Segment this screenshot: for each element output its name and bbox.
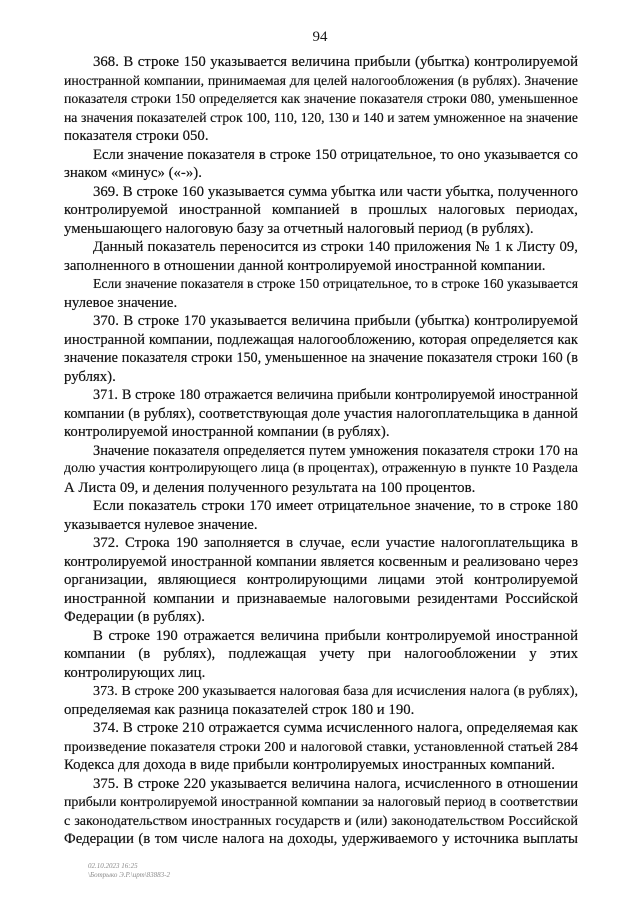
text-line: Кодекса для дохода в виде прибыли контролируемых иностранных компаний.	[64, 757, 555, 773]
text-line: 371. В строке 180 отражается величина прибыли контролируемой иностранной	[93, 387, 578, 403]
text-line: произведение показателя строки 200 и налоговой ставки, установленной статьей 284	[64, 738, 578, 755]
text-line: 370. В строке 170 указывается величина прибыли (убытка) контролируемой	[93, 313, 578, 329]
text-line: на значения показателей строк 100, 110, 120, 130 и 140 и затем умноженное на значение	[64, 109, 578, 125]
text-line: А Листа 09, и деления полученного результата на 100 процентов.	[64, 479, 476, 496]
text-line: рублях).	[64, 368, 116, 385]
text-line: прибыли контролируемой иностранной компании за налоговый период в соответствии	[64, 794, 578, 809]
paragraph-373	[64, 682, 578, 719]
text-line: иностранной компании и признаваемые налоговыми резидентами Российской	[64, 590, 578, 607]
paragraph-369	[64, 183, 578, 239]
text-line: 375. В строке 220 указывается величина налога, исчисленного в отношении	[93, 775, 578, 792]
text-line: 372. Строка 190 заполняется в случае, если участие налогоплательщика в	[93, 535, 578, 551]
paragraph	[64, 238, 578, 275]
text-line: иностранной компании, принимаемая для целей налогообложения (в рублях). Значение	[64, 72, 578, 88]
text-line: контролируемой иностранной компанией в прошлых налоговых периодах,	[64, 202, 578, 218]
text-line: уменьшающего налоговую базу за отчетный налоговый период (в рублях).	[64, 220, 534, 237]
page-number: 94	[312, 29, 328, 45]
text-line: 369. В строке 160 указывается сумма убытка или части убытка, полученного	[93, 183, 578, 200]
text-line: знаком «минус» («-»).	[64, 165, 202, 181]
text-line: указывается нулевое значение.	[64, 516, 258, 533]
paragraph-370	[64, 312, 578, 386]
text-line: 373. В строке 200 указывается налоговая база для исчисления налога (в рублях),	[93, 683, 578, 699]
text-line: заполненного в отношении данной контролируемой иностранной компании.	[64, 257, 546, 274]
footer-file-path: \Ботрыко Э.Р.\ирт\83883-2	[88, 871, 170, 879]
text-line: долю участия контролирующего лица (в процентах), отраженную в пункте 10 Раздела	[64, 461, 578, 476]
text-line: Федерации (в том числе налога на доходы, удерживаемого у источника выплаты	[64, 831, 578, 847]
text-line: значение показателя строки 150, уменьшенное на значение показателя строки 160 (в	[64, 350, 578, 366]
text-line: иностранной компании, подлежащая налогообложению, которая определяется как	[64, 331, 578, 348]
text-line: Значение показателя определяется путем умножения показателя строки 170 на	[93, 442, 578, 459]
footer-timestamp: 02.10.2023 16:25	[88, 862, 138, 870]
text-line: Данный показатель переносится из строки 140 приложения № 1 к Листу 09,	[93, 239, 578, 255]
paragraph-371	[64, 386, 578, 442]
paragraph	[64, 497, 578, 534]
paragraph-375	[64, 775, 578, 849]
text-line: контролирующих лиц.	[64, 664, 206, 681]
text-line: контролируемой иностранной компании является косвенным и реализовано через	[64, 553, 578, 570]
text-line: с законодательством иностранных государств и (или) законодательством Российской	[64, 812, 578, 829]
text-line: компании (в рублях), соответствующая доле участия налогоплательщика в данной	[64, 405, 578, 422]
paragraph	[64, 627, 578, 683]
paragraph	[64, 146, 578, 183]
text-line: 368. В строке 150 указывается величина прибыли (убытка) контролируемой	[93, 54, 578, 70]
text-line: В строке 190 отражается величина прибыли контролируемой иностранной	[93, 627, 578, 644]
text-line: Если значение показателя в строке 150 отрицательное, то оно указывается со	[93, 146, 578, 163]
document-footer-stamp	[88, 862, 170, 880]
text-line: определяемая как разница показателей строк 180 и 190.	[64, 701, 415, 718]
text-line: показателя строки 150 определяется как значение показателя строки 080, уменьшенное	[64, 91, 578, 106]
paragraph-372	[64, 534, 578, 627]
text-line: 374. В строке 210 отражается сумма исчисленного налога, определяемая как	[93, 720, 578, 736]
document-body	[64, 53, 578, 849]
paragraph	[64, 442, 578, 498]
paragraph	[64, 275, 578, 312]
paragraph-374	[64, 719, 578, 775]
text-line: организации, являющиеся контролирующими лицами этой контролируемой	[64, 572, 578, 588]
text-line: нулевое значение.	[64, 294, 178, 311]
text-line: контролируемой иностранной компании (в рублях).	[64, 424, 390, 440]
paragraph-368	[64, 53, 578, 146]
text-line: Федерации (в рублях).	[64, 609, 205, 625]
text-line: показателя строки 050.	[64, 128, 209, 144]
text-line: Если значение показателя в строке 150 отрицательное, то в строке 160 указывается	[93, 276, 578, 291]
text-line: Если показатель строки 170 имеет отрицательное значение, то в строке 180	[93, 498, 578, 514]
text-line: компании (в рублях), подлежащая учету при налогообложении у этих	[64, 646, 578, 662]
